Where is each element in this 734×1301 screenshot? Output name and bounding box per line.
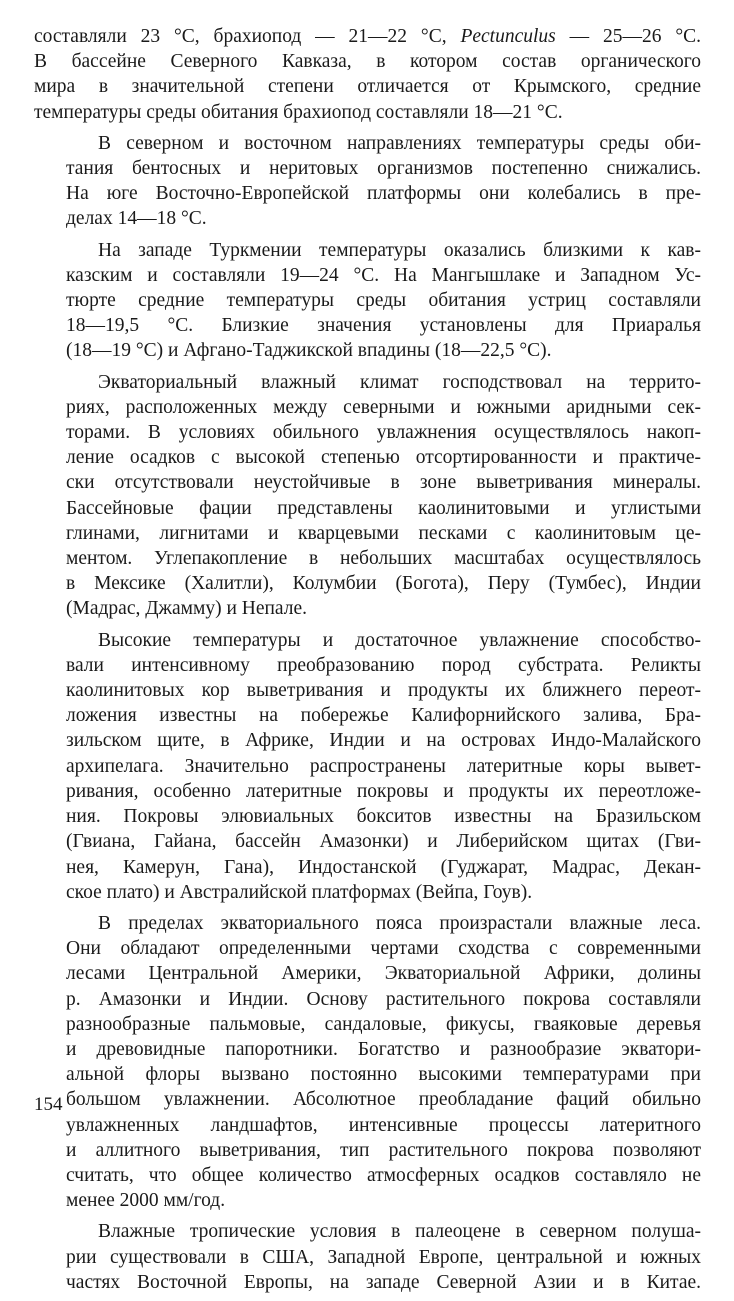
text-line: архипелага. Значительно распространены латеритные коры вывет- xyxy=(66,755,701,777)
paragraph-5 xyxy=(34,628,701,905)
genus-name: Pectunculus xyxy=(460,26,556,47)
text-line: температуры среды обитания брахиопод составляли 18—21 °С. xyxy=(34,101,563,123)
paragraph-1 xyxy=(34,24,701,125)
text-line: ски отсутствовали неустойчивые в зоне выветривания минералы. xyxy=(66,472,701,494)
paragraph-4 xyxy=(34,370,701,622)
page-body xyxy=(34,24,701,1301)
text-line: ление осадков с высокой степенью отсортированности и практиче- xyxy=(66,447,701,469)
text-line: На западе Туркмении температуры оказались близкими к кав- xyxy=(98,239,701,261)
text-line: риях, расположенных между северными и южными аридными сек- xyxy=(66,396,701,418)
text-line: ния. Покровы элювиальных бокситов известны на Бразильском xyxy=(66,806,701,828)
text-line: тюрте средние температуры среды обитания устриц составляли xyxy=(66,290,701,312)
paragraph-6 xyxy=(34,911,701,1213)
text-line: составляли 23 °С, брахиопод — 21—22 °С, Pectunculus — 25—26 °С. xyxy=(34,26,701,47)
text-line: торами. В условиях обильного увлажнения осуществлялось накоп- xyxy=(66,422,701,444)
text-line: большом увлажнении. Абсолютное преобладание фаций обильно xyxy=(66,1089,701,1111)
text-line: тания бентосных и неритовых организмов постепенно снижались. xyxy=(66,158,701,180)
text-line: В бассейне Северного Кавказа, в котором состав органического xyxy=(34,51,701,73)
text-line: глинами, лигнитами и кварцевыми песками с каолинитовым це- xyxy=(66,522,701,544)
text-line: казским и составляли 19—24 °С. На Мангышлаке и Западном Ус- xyxy=(66,264,701,286)
text-line: каолинитовых кор выветривания и продукты их ближнего переот- xyxy=(66,680,701,702)
text-line: нея, Камерун, Гана), Индостанской (Гуджарат, Мадрас, Декан- xyxy=(66,856,701,878)
text-line: увлажненных ландшафтов, интенсивные процессы латеритного xyxy=(66,1114,701,1136)
text-line: в Мексике (Халитли), Колумбии (Богота), Перу (Тумбес), Индии xyxy=(66,573,701,595)
text-line: разнообразные пальмовые, сандаловые, фикусы, гваяковые деревья xyxy=(66,1013,701,1035)
text-line: Экваториальный влажный климат господствовал на террито- xyxy=(98,371,701,393)
text-line: и аллитного выветривания, тип растительного покрова позволяют xyxy=(66,1139,701,1161)
text-line: 18—19,5 °С. Близкие значения установлены для Приаралья xyxy=(66,315,701,337)
text-line: Бассейновые фации представлены каолинитовыми и углистыми xyxy=(66,497,701,519)
text-line: В пределах экваториального пояса произрастали влажные леса. xyxy=(98,912,701,934)
text-line: вали интенсивному преобразованию пород субстрата. Реликты xyxy=(66,654,701,676)
text-line: делах 14—18 °С. xyxy=(66,208,207,230)
text-line: рии существовали в США, Западной Европе, центральной и южных xyxy=(66,1246,701,1268)
text-line: ривания, особенно латеритные покровы и продукты их переотложе- xyxy=(66,780,701,802)
text-line: р. Амазонки и Индии. Основу растительного покрова составляли xyxy=(66,988,701,1010)
text-line: ское плато) и Австралийской платформах (Вейпа, Гоув). xyxy=(66,881,533,903)
text-line: На юге Восточно-Европейской платформы они колебались в пре- xyxy=(66,183,701,205)
paragraph-7 xyxy=(34,1219,701,1295)
text-line: и древовидные папоротники. Богатство и разнообразие экватори- xyxy=(66,1038,701,1060)
text-line: В северном и восточном направлениях температуры среды оби- xyxy=(98,132,701,154)
text-line: мира в значительной степени отличается от Крымского, средние xyxy=(34,76,701,98)
text-line: считать, что общее количество атмосферных осадков составляло не xyxy=(66,1164,701,1186)
text-line: частях Восточной Европы, на западе Северной Азии и в Китае. xyxy=(66,1271,701,1293)
text-line: менее 2000 мм/год. xyxy=(66,1190,226,1212)
text-line: альной флоры вызвано постоянно высокими температурами при xyxy=(66,1064,701,1086)
text-line: ментом. Углепакопление в небольших масштабах осуществлялось xyxy=(66,548,701,570)
text-line: Высокие температуры и достаточное увлажнение способство- xyxy=(98,629,701,651)
text-line: (Мадрас, Джамму) и Непале. xyxy=(66,598,308,620)
text-line: зильском щите, в Африке, Индии и на островах Индо-Малайского xyxy=(66,730,701,752)
paragraph-2 xyxy=(34,131,701,232)
text-line: (Гвиана, Гайана, бассейн Амазонки) и Либерийском щитах (Гви- xyxy=(66,831,701,853)
text-line: Они обладают определенными чертами сходства с современными xyxy=(66,938,701,960)
text-line: лесами Центральной Америки, Экваториальной Африки, долины xyxy=(66,963,701,985)
text-line: ложения известны на побережье Калифорнийского залива, Бра- xyxy=(66,705,701,727)
page-number: 154 xyxy=(34,1094,63,1115)
text-line: Влажные тропические условия в палеоцене в северном полуша- xyxy=(98,1221,701,1243)
paragraph-3 xyxy=(34,238,701,364)
text-line: (18—19 °С) и Афгано-Таджикской впадины (18—22,5 °С). xyxy=(66,340,552,362)
